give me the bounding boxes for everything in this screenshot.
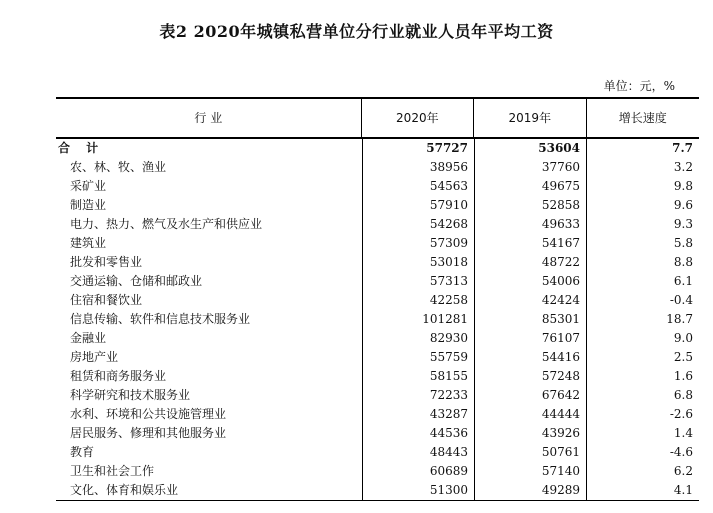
wage-table (56, 97, 699, 501)
growth-cell: 1.4 (586, 424, 699, 443)
value-2020-cell: 58155 (362, 367, 474, 386)
unit-label: 单位：元，% (603, 79, 675, 93)
table-row (56, 367, 699, 386)
value-2019-cell: 37760 (474, 158, 586, 177)
industry-cell: 建筑业 (70, 236, 107, 250)
value-2020-cell: 38956 (362, 158, 474, 177)
industry-cell: 电力、热力、燃气及水生产和供应业 (70, 217, 263, 231)
growth-cell: 3.2 (586, 158, 699, 177)
value-2020-cell: 51300 (362, 481, 474, 500)
value-2019-cell: 54416 (474, 348, 586, 367)
growth-cell: 2.5 (586, 348, 699, 367)
value-2020-cell: 42258 (362, 291, 474, 310)
value-2019-cell: 49675 (474, 177, 586, 196)
value-2020-cell: 57309 (362, 234, 474, 253)
growth-cell: 9.3 (586, 215, 699, 234)
value-2019-cell: 49633 (474, 215, 586, 234)
industry-cell: 卫生和社会工作 (70, 464, 155, 478)
industry-cell: 文化、体育和娱乐业 (70, 483, 179, 497)
value-2020-cell: 101281 (362, 310, 474, 329)
value-2019-cell: 76107 (474, 329, 586, 348)
growth-cell: -0.4 (586, 291, 699, 310)
growth-cell: 8.8 (586, 253, 699, 272)
value-2019-cell: 54167 (474, 234, 586, 253)
value-2020-cell: 44536 (362, 424, 474, 443)
industry-cell: 水利、环境和公共设施管理业 (70, 407, 227, 421)
header-industry: 行 业 (194, 111, 223, 125)
value-2019-cell: 43926 (474, 424, 586, 443)
industry-cell: 信息传输、软件和信息技术服务业 (70, 312, 251, 326)
table-title: 表2 2020年城镇私营单位分行业就业人员年平均工资 (159, 22, 554, 41)
industry-cell: 批发和零售业 (70, 255, 143, 269)
value-2019-cell: 48722 (474, 253, 586, 272)
table-body (56, 139, 699, 501)
growth-cell: -2.6 (586, 405, 699, 424)
table-row (56, 348, 699, 367)
industry-cell: 住宿和餐饮业 (70, 293, 143, 307)
industry-cell: 合 计 (58, 141, 105, 155)
table-row (56, 158, 699, 177)
value-2019-cell: 54006 (474, 272, 586, 291)
growth-cell: 6.8 (586, 386, 699, 405)
header-2019: 2019年 (473, 99, 585, 137)
header-2020: 2020年 (361, 99, 473, 137)
growth-cell: 1.6 (586, 367, 699, 386)
value-2019-cell: 57140 (474, 462, 586, 481)
growth-cell: 18.7 (586, 310, 699, 329)
total-row (56, 139, 699, 158)
industry-cell: 采矿业 (70, 179, 107, 193)
value-2020-cell: 57727 (362, 139, 474, 158)
table-row (56, 424, 699, 443)
table-row (56, 386, 699, 405)
industry-cell: 房地产业 (70, 350, 119, 364)
value-2020-cell: 55759 (362, 348, 474, 367)
growth-cell: -4.6 (586, 443, 699, 462)
value-2019-cell: 49289 (474, 481, 586, 500)
value-2020-cell: 54268 (362, 215, 474, 234)
industry-cell: 租赁和商务服务业 (70, 369, 167, 383)
table-row (56, 253, 699, 272)
table-header (56, 97, 699, 139)
value-2020-cell: 82930 (362, 329, 474, 348)
value-2020-cell: 53018 (362, 253, 474, 272)
growth-cell: 4.1 (586, 481, 699, 500)
growth-cell: 5.8 (586, 234, 699, 253)
value-2019-cell: 53604 (474, 139, 586, 158)
table-row (56, 462, 699, 481)
value-2019-cell: 85301 (474, 310, 586, 329)
table-row (56, 215, 699, 234)
value-2019-cell: 52858 (474, 196, 586, 215)
value-2020-cell: 57910 (362, 196, 474, 215)
table-row (56, 177, 699, 196)
header-growth: 增长速度 (586, 99, 699, 137)
value-2019-cell: 67642 (474, 386, 586, 405)
value-2020-cell: 60689 (362, 462, 474, 481)
industry-cell: 科学研究和技术服务业 (70, 388, 191, 402)
value-2019-cell: 57248 (474, 367, 586, 386)
value-2019-cell: 50761 (474, 443, 586, 462)
table-row (56, 443, 699, 462)
table-row (56, 234, 699, 253)
growth-cell: 7.7 (586, 139, 699, 158)
value-2020-cell: 43287 (362, 405, 474, 424)
industry-cell: 制造业 (70, 198, 107, 212)
value-2020-cell: 57313 (362, 272, 474, 291)
value-2019-cell: 44444 (474, 405, 586, 424)
growth-cell: 9.8 (586, 177, 699, 196)
industry-cell: 教育 (70, 445, 95, 459)
industry-cell: 金融业 (70, 331, 107, 345)
industry-cell: 居民服务、修理和其他服务业 (70, 426, 227, 440)
value-2020-cell: 72233 (362, 386, 474, 405)
table-row (56, 291, 699, 310)
table-row (56, 481, 699, 500)
growth-cell: 6.1 (586, 272, 699, 291)
value-2020-cell: 48443 (362, 443, 474, 462)
table-row (56, 310, 699, 329)
growth-cell: 9.0 (586, 329, 699, 348)
table-row (56, 329, 699, 348)
table-row (56, 405, 699, 424)
industry-cell: 农、林、牧、渔业 (70, 160, 167, 174)
value-2020-cell: 54563 (362, 177, 474, 196)
value-2019-cell: 42424 (474, 291, 586, 310)
table-row (56, 272, 699, 291)
industry-cell: 交通运输、仓储和邮政业 (70, 274, 203, 288)
table-row (56, 196, 699, 215)
growth-cell: 9.6 (586, 196, 699, 215)
growth-cell: 6.2 (586, 462, 699, 481)
